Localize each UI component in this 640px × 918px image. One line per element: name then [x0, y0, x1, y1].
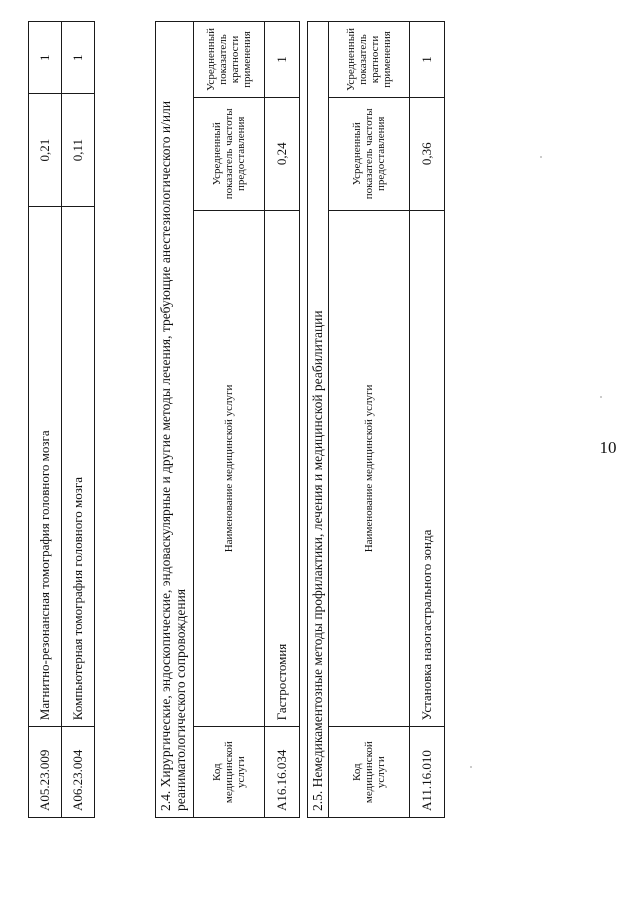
header-multiplicity: Усредненный показатель кратности применения: [194, 22, 265, 98]
header-frequency: Усредненный показатель частоты предоставления: [329, 98, 410, 210]
frequency-value: 0,24: [265, 98, 300, 211]
service-name: Установка назогастрального зонда: [410, 210, 445, 727]
scan-speck: [470, 766, 472, 768]
frequency-value: 0,36: [410, 98, 445, 210]
header-code: Код медицинской услуги: [329, 727, 410, 818]
header-name: Наименование медицинской услуги: [194, 210, 265, 727]
table-row: [29, 22, 62, 818]
table-row: [62, 22, 95, 818]
service-name: Компьютерная томография головного мозга: [62, 206, 95, 727]
header-code: Код медицинской услуги: [194, 727, 265, 818]
section-2-5-table: [328, 21, 445, 818]
service-name: Магнитно-резонансная томография головного мозга: [29, 206, 62, 727]
multiplicity-value: 1: [62, 22, 95, 94]
multiplicity-value: 1: [410, 22, 445, 98]
service-name: Гастростомия: [265, 210, 300, 727]
scan-speck: [600, 396, 602, 398]
multiplicity-value: 1: [29, 22, 62, 94]
header-multiplicity: Усредненный показатель кратности применения: [329, 22, 410, 98]
scan-speck: [540, 156, 542, 158]
service-code: A11.16.010: [410, 727, 445, 818]
section-2-4-table: [193, 21, 300, 818]
top-services-table: [28, 21, 95, 818]
frequency-value: 0,11: [62, 94, 95, 206]
section-2-4-title: 2.4. Хирургические, эндоскопические, эндоваскулярные и другие методы лечения, требующие анестезиологического и/или реаниматологического сопровождения: [155, 21, 193, 818]
table-header-row: [194, 22, 265, 818]
table-row: [410, 22, 445, 818]
service-code: A16.16.034: [265, 727, 300, 818]
service-code: A05.23.009: [29, 727, 62, 818]
header-frequency: Усредненный показатель частоты предоставления: [194, 98, 265, 211]
table-row: [265, 22, 300, 818]
multiplicity-value: 1: [265, 22, 300, 98]
table-header-row: [329, 22, 410, 818]
header-name: Наименование медицинской услуги: [329, 210, 410, 727]
section-2-5-title: 2.5. Немедикаментозные методы профилактики, лечения и медицинской реабилитации: [307, 21, 328, 818]
service-code: A06.23.004: [62, 727, 95, 818]
frequency-value: 0,21: [29, 94, 62, 206]
page-number: 10: [599, 438, 617, 457]
